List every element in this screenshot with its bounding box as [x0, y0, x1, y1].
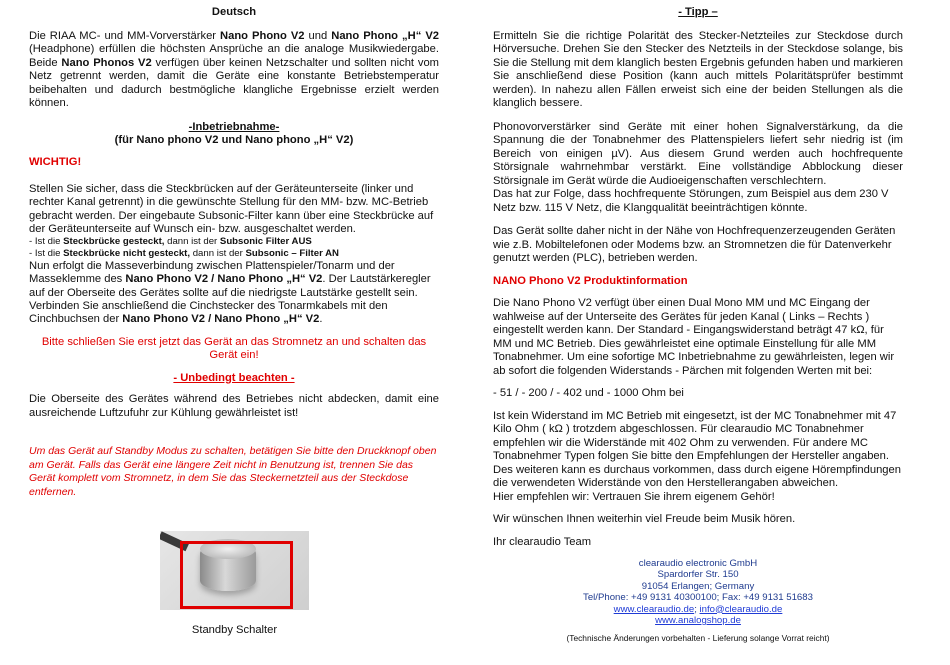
bold-text-run: Nano Phono V2: [220, 29, 305, 42]
setup-subheading: (für Nano phono V2 und Nano phono „H“ V2): [114, 134, 354, 146]
company-links: [493, 604, 903, 615]
hf-paragraph: Phonovorverstärker sind Geräte mit einer hohen Signalverstärkung, da die Spannung die der Tonabnehmer des Plattenspielers liefert sehr niedrig ist (im Bereich von einigen µV). Aus diesem Grund werden auch hochfrequente Störsignale wahrnehmbar verstärkt. Eine vollständige Abblockung dieser Störsignale im Gerät würde die Audioeigenschaften verschlechtern.: [493, 120, 903, 187]
text-run: dann ist der: [164, 236, 220, 248]
text-run: Die RIAA MC- und MM-Vorverstärker: [29, 29, 221, 42]
text-run: - Ist die: [29, 236, 64, 248]
company-name: clearaudio electronic GmbH: [638, 558, 758, 569]
company-city: 91054 Erlangen; Germany: [641, 580, 755, 592]
bold-text-run: Steckbrücke gesteckt,: [63, 236, 165, 248]
subsonic-on-line: [29, 248, 439, 260]
bold-text-run: Steckbrücke nicht gesteckt,: [63, 248, 191, 260]
company-phone: Tel/Phone: +49 9131 40300100; Fax: +49 9131 51683: [583, 592, 813, 604]
standby-switch-photo: [160, 531, 309, 610]
hf-paragraph-2: Das hat zur Folge, dass hochfrequente Störungen, zum Beispiel aus dem 230 V Netz bzw. 115 V Netz, die Klangqualität beeinträchtigen könnte.: [493, 188, 889, 214]
setup-heading: -Inbetriebnahme-: [188, 120, 280, 133]
text-run: .: [319, 313, 323, 326]
closing-wish: Wir wünschen Ihnen weiterhin viel Freude beim Musik hören.: [493, 513, 796, 525]
german-column: [29, 6, 439, 499]
tip-heading: - Tipp –: [678, 6, 718, 18]
product-heading: NANO Phono V2 Produktinformation: [493, 274, 688, 287]
standby-instructions: Um das Gerät auf Standby Modus zu schalten, betätigen Sie bitte den Druckknopf oben am Gerät. Falls das Gerät eine längere Zeit nicht in Benutzung ist, trennen Sie das Gerät komplett vom Stromnetz, in dem Sie das Steckernetzteil aus der Steckdose entfernen.: [29, 445, 437, 498]
language-title: Deutsch: [211, 6, 257, 18]
shop-link[interactable]: www.analogshop.de: [655, 615, 741, 627]
text-run: . Der Lautstärkeregler auf der Oberseite des Gerätes sollte auf die niedrigste Lautstärke gestellt sein. Verbinden Sie anschließend die Cinchstecker des Tonarmkabels mit den Cinchbuchsen der: [29, 273, 431, 326]
attention-heading: - Unbedingt beachten -: [173, 371, 295, 384]
text-run: - Ist die: [29, 248, 64, 260]
photo-caption: Standby Schalter: [191, 624, 278, 636]
cover-warning: Die Oberseite des Gerätes während des Betriebes nicht abdecken, damit eine ausreichende Luftzufuhr zur Kühlung gewährleistet ist!: [29, 393, 439, 419]
text-run: dann ist der: [190, 248, 246, 260]
connect-paragraph: [29, 260, 439, 326]
placement-paragraph: Das Gerät sollte daher nicht in der Nähe von Hochfrequenzerzeugenden Geräten wie z.B. Mobiltelefonen oder Modems bzw. an Stromnetzen die für Datenverkehr genutzt werden (PLC), betrieben werden.: [493, 225, 896, 264]
resistor-values: - 51 / - 200 / - 402 und - 1000 Ohm bei: [493, 387, 684, 399]
text-run: und: [304, 29, 332, 42]
text-run: (Headphone) erfüllen die höchsten Ansprüche an die analoge Musikwiedergabe. Beide: [29, 43, 439, 69]
disclaimer: (Technische Änderungen vorbehalten - Lieferung solange Vorrat reicht): [566, 633, 830, 644]
bold-text-run: Subsonic Filter AUS: [219, 236, 312, 248]
bold-text-run: Nano Phono V2 / Nano Phono „H“ V2: [125, 273, 323, 286]
company-address: [493, 558, 903, 626]
tip-paragraph: Ermitteln Sie die richtige Polarität des Stecker-Netzteiles zur Steckdose durch Hörversuche. Drehen Sie den Stecker des Netzteils in der Steckdose solange, bis Sie die Stellung mit dem klanglich besten Ergebnis gefunden haben und markieren Sie anschließend diese Position (kann auch mittels Polaritätsprüfer bestimmt werden). In nahezu allen Fällen erweist sich eine der beiden Stellungen als die klanglich bessere.: [493, 29, 903, 109]
bold-text-run: Nano Phono „H“ V2: [331, 29, 439, 42]
company-street: Spardorfer Str. 150: [657, 569, 739, 581]
product-paragraph: Die Nano Phono V2 verfügt über einen Dual Mono MM und MC Eingang der wahlweise auf der Unterseite des Gerätes für jeden Kanal ( Links – Rechts ) eingestellt werden kann. Der Standard - Eingangswiderstand beträgt 47 kΩ, für MM und MC Betrieb. Dies gewährleistet eine optimale Einstellung für alle MM Tonabnehmer. Um eine sofortige MC Inbetriebnahme zu gewährleisten, legen wir ab sofort die folgenden Widerstands - Pärchen mit folgenden Werten mit bei:: [493, 297, 895, 377]
link-separator: ;: [694, 603, 700, 615]
signature: Ihr clearaudio Team: [493, 535, 592, 548]
website-link[interactable]: www.clearaudio.de: [613, 603, 695, 615]
mc-recommendation: Hier empfehlen wir: Vertrauen Sie ihrem eigenem Gehör!: [493, 490, 775, 503]
setup-paragraph: Stellen Sie sicher, dass die Steckbrücken auf der Geräteunterseite (linker und rechter Kanal getrennt) in die gewünschte Stellung für den MM- bzw. MC-Betrieb gebracht werden. Der eingebaute Subsonic-Filter kann über eine Steckbrücke auf der Geräteunterseite auf Wunsch ein- bzw. ausgeschaltet werden.: [29, 183, 434, 235]
info-column: [493, 6, 903, 644]
power-notice: Bitte schließen Sie erst jetzt das Gerät an das Stromnetz an und schalten das Gerät ein!: [41, 335, 427, 362]
email-link[interactable]: info@clearaudio.de: [699, 603, 783, 615]
intro-paragraph: [29, 30, 439, 111]
bold-text-run: Subsonic – Filter AN: [245, 248, 339, 260]
bold-text-run: Nano Phono V2 / Nano Phono „H“ V2: [122, 313, 320, 326]
mc-paragraph: Ist kein Widerstand im MC Betrieb mit eingesetzt, ist der MC Tonabnehmer mit 47 Kilo Ohm ( kΩ ) trotzdem abgeschlossen. Für clearaudio MC Tonabnehmer empfehlen wir die Widerstände mit 402 Ohm zu verwenden. Für andere MC Tonabnehmer Typen folgen Sie bitte den Empfehlungen der Hersteller angaben. Des weiteren kann es durchaus vorkommen, dass durch eigene Hörempfindungen die verwendeten Widerstände von den Herstellerangaben abweichen.: [493, 409, 901, 489]
subsonic-off-line: [29, 236, 439, 248]
highlight-frame: [180, 541, 293, 609]
bold-text-run: Nano Phonos V2: [61, 56, 152, 69]
text-run: Nun erfolgt die Masseverbindung zwischen Plattenspieler/Tonarm und der Masseklemme des: [29, 260, 395, 286]
warning-label: WICHTIG!: [29, 155, 82, 168]
text-run: verfügen über keinen Netzschalter und sollten nicht vom Netz getrennt werden, damit die Geräte eine konstante Betriebstemperatur beibehalten und dadurch bestmögliche klangliche Ergebnisse erzielt werden können.: [29, 56, 439, 109]
